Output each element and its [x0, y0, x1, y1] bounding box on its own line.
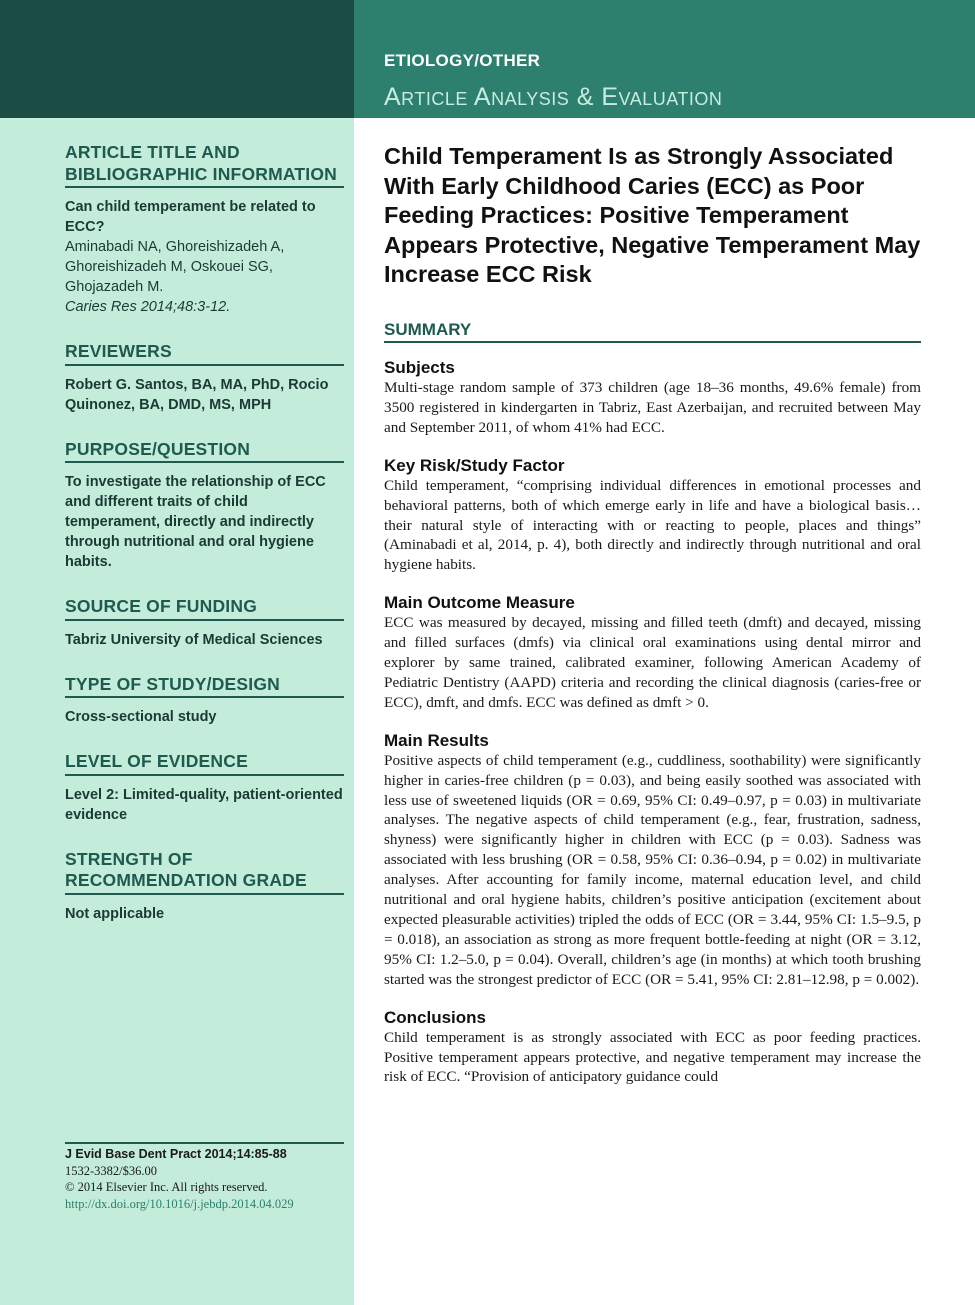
- subjects-paragraph: Multi-stage random sample of 373 children (age 18–36 months, 49.6% female) from 3500 registered in kindergarten in Tabriz, East Azerbaijan, and recruited between May and September 2011, of whom 41% had ECC.: [384, 378, 921, 436]
- study-type-heading: TYPE OF STUDY/DESIGN: [65, 674, 344, 699]
- conclusions-paragraph: Child temperament is as strongly associated with ECC as poor feeding practices. Positive temperament appears protective, and negative temperament may increase the risk of ECC. “Provision of anticipatory guidance could: [384, 1028, 921, 1086]
- reviewers-names: Robert G. Santos, BA, MA, PhD, Rocio Quinonez, BA, DMD, MS, MPH: [65, 376, 329, 413]
- header-dark-block: [0, 0, 354, 118]
- funding-section: [65, 596, 344, 650]
- evidence-section: [65, 751, 344, 825]
- bibliographic-source: Caries Res 2014;48:3-12.: [65, 299, 231, 315]
- study-type-section: [65, 674, 344, 728]
- outcome-paragraph: ECC was measured by decayed, missing and filled teeth (dmft) and decayed, missing and filled surfaces (dmfs) via clinical oral examinations using dental mirror and explorer by same trained, calibrated examiner, following American Academy of Pediatric Dentistry (AAPD) criteria and recording the clinical diagnosis (caries-free or ECC), dmft, and dmfs. ECC was defined as dmft > 0.: [384, 614, 921, 711]
- section-title: Article Analysis & Evaluation: [384, 83, 723, 111]
- study-type-text: Cross-sectional study: [65, 709, 217, 725]
- summary-heading: SUMMARY: [384, 320, 921, 343]
- grade-heading: STRENGTH OF RECOMMENDATION GRADE: [65, 849, 344, 895]
- funding-text: Tabriz University of Medical Sciences: [65, 631, 323, 648]
- reviewers-section: [65, 341, 344, 415]
- subjects-heading: Subjects: [384, 357, 455, 377]
- bibliographic-section: [65, 142, 344, 317]
- grade-text: Not applicable: [65, 905, 165, 922]
- purpose-text: To investigate the relationship of ECC and different traits of child temperament, directly and indirectly through nutritional and oral hygiene habits.: [65, 474, 326, 570]
- results-heading: Main Results: [384, 730, 489, 750]
- citation-block: [65, 1142, 344, 1212]
- risk-factor-paragraph: Child temperament, “comprising individual differences in emotional processes and behavioral patterns, both of which emerge early in life and have a biological basis… their natural style of interacting with or reacting to people, places and things” (Aminabadi et al, 2014, p. 4), both directly and indirectly through nutritional and oral hygiene habits.: [384, 476, 921, 574]
- sidebar-content: [65, 142, 344, 948]
- bibliographic-authors: Aminabadi NA, Ghoreishizadeh A, Ghoreishizadeh M, Oskouei SG, Ghojazadeh M.: [65, 239, 285, 295]
- risk-factor-heading: Key Risk/Study Factor: [384, 455, 565, 475]
- evidence-text: Level 2: Limited-quality, patient-oriented evidence: [65, 786, 343, 823]
- outcome-heading: Main Outcome Measure: [384, 593, 575, 613]
- journal-reference: J Evid Base Dent Pract 2014;14:85-88: [65, 1147, 287, 1161]
- reviewers-heading: REVIEWERS: [65, 341, 344, 366]
- bibliographic-question: Can child temperament be related to ECC?: [65, 199, 316, 235]
- doi-link[interactable]: http://dx.doi.org/10.1016/j.jebdp.2014.04.029: [65, 1196, 294, 1211]
- grade-section: [65, 849, 344, 924]
- purpose-heading: PURPOSE/QUESTION: [65, 439, 344, 464]
- conclusions-heading: Conclusions: [384, 1007, 487, 1027]
- purpose-section: [65, 439, 344, 573]
- article-title: Child Temperament Is as Strongly Associated With Early Childhood Caries (ECC) as Poor Feeding Practices: Positive Temperament Appears Protective, Negative Temperament May Increase ECC Risk: [384, 143, 921, 288]
- section-category: ETIOLOGY/OTHER: [384, 51, 541, 70]
- results-paragraph: Positive aspects of child temperament (e.g., cuddliness, soothability) were significantly higher in caries-free children (p = 0.03), and being easily soothed was associated with less use of sweetened liquids (OR = 0.69, 95% CI: 0.49–0.97, p = 0.03) in multivariate analyses. The negative aspects of child temperament (e.g., fear, frustration, sadness, shyness) were significantly higher in children with ECC (p = 0.03). Sadness was associated with less brushing (OR = 0.58, 95% CI: 0.36–0.94, p = 0.02) in multivariate analyses. After accounting for family income, maternal education level, and child nutritional and oral hygiene habits, children’s positive anticipation (excitement about expected pleasurable activities) tripled the odds of ECC (OR = 3.44, 95% CI: 1.5–9.5, p = 0.018), an association as strong as more frequent bottle-feeding at night (OR = 3.12, 95% CI: 1.2–5.0, p = 0.04). Overall, children’s age (in months) at which tooth brushing started was the strongest predictor of ECC (OR = 5.41, 95% CI: 2.81–12.98, p = 0.002).: [384, 751, 921, 988]
- issn-text: 1532-3382/$36.00: [65, 1163, 158, 1178]
- bibliographic-heading: ARTICLE TITLE AND BIBLIOGRAPHIC INFORMATION: [65, 142, 344, 188]
- copyright-text: © 2014 Elsevier Inc. All rights reserved.: [65, 1180, 268, 1194]
- funding-heading: SOURCE OF FUNDING: [65, 596, 344, 621]
- evidence-heading: LEVEL OF EVIDENCE: [65, 751, 344, 776]
- main-column: [384, 142, 921, 1087]
